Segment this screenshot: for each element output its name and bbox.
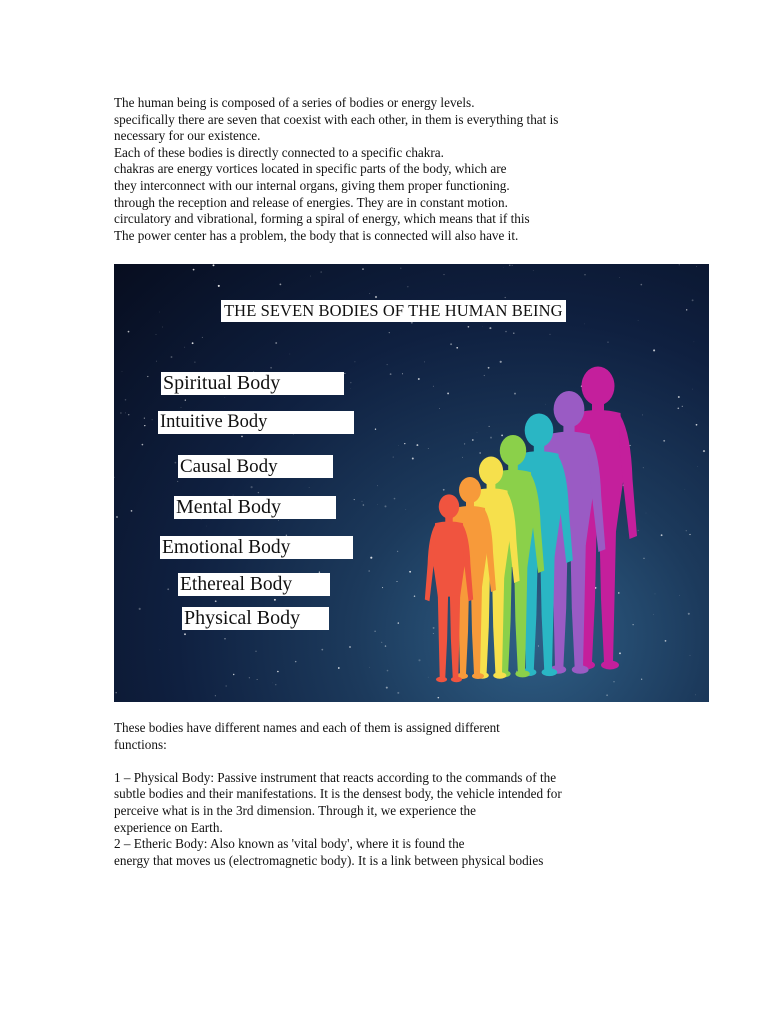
text-line <box>114 753 614 770</box>
text-line: perceive what is in the 3rd dimension. Through it, we experience the <box>114 802 476 818</box>
text-line: through the reception and release of energies. They are in constant motion. <box>114 194 508 210</box>
text-line: circulatory and vibrational, forming a spiral of energy, which means that if this <box>114 211 530 227</box>
text-line: These bodies have different names and each of them is assigned different <box>114 720 500 735</box>
body-paragraph <box>114 720 614 869</box>
label-causal-body: Causal Body <box>178 455 333 478</box>
silhouettes-group <box>114 264 709 702</box>
text-line: functions: <box>114 736 167 752</box>
label-mental-body: Mental Body <box>174 496 336 519</box>
text-line: The human being is composed of a series of bodies or energy levels. <box>114 95 475 110</box>
text-line: they interconnect with our internal organs, giving them proper functioning. <box>114 177 510 193</box>
intro-paragraph <box>114 95 614 244</box>
text-line: The power center has a problem, the body that is connected will also have it. <box>114 227 519 243</box>
text-line: experience on Earth. <box>114 819 223 835</box>
text-line: energy that moves us (electromagnetic body). It is a link between physical bodies <box>114 852 544 868</box>
label-emotional-body: Emotional Body <box>160 536 353 559</box>
text-line: necessary for our existence. <box>114 128 261 144</box>
figure-title: THE SEVEN BODIES OF THE HUMAN BEING <box>221 300 566 322</box>
text-line: specifically there are seven that coexist with each other, in them is everything that is <box>114 111 559 127</box>
text-line: Each of these bodies is directly connected to a specific chakra. <box>114 144 444 160</box>
text-line: 2 – Etheric Body: Also known as 'vital body', where it is found the <box>114 836 465 852</box>
label-intuitive-body: Intuitive Body <box>158 411 354 434</box>
seven-bodies-illustration <box>114 264 709 702</box>
label-ethereal-body: Ethereal Body <box>178 573 330 596</box>
label-spiritual-body: Spiritual Body <box>161 372 344 395</box>
text-line: 1 – Physical Body: Passive instrument that reacts according to the commands of the <box>114 769 557 785</box>
label-physical-body: Physical Body <box>182 607 329 630</box>
text-line: subtle bodies and their manifestations. It is the densest body, the vehicle intended for <box>114 786 562 802</box>
text-line: chakras are energy vortices located in specific parts of the body, which are <box>114 161 507 177</box>
